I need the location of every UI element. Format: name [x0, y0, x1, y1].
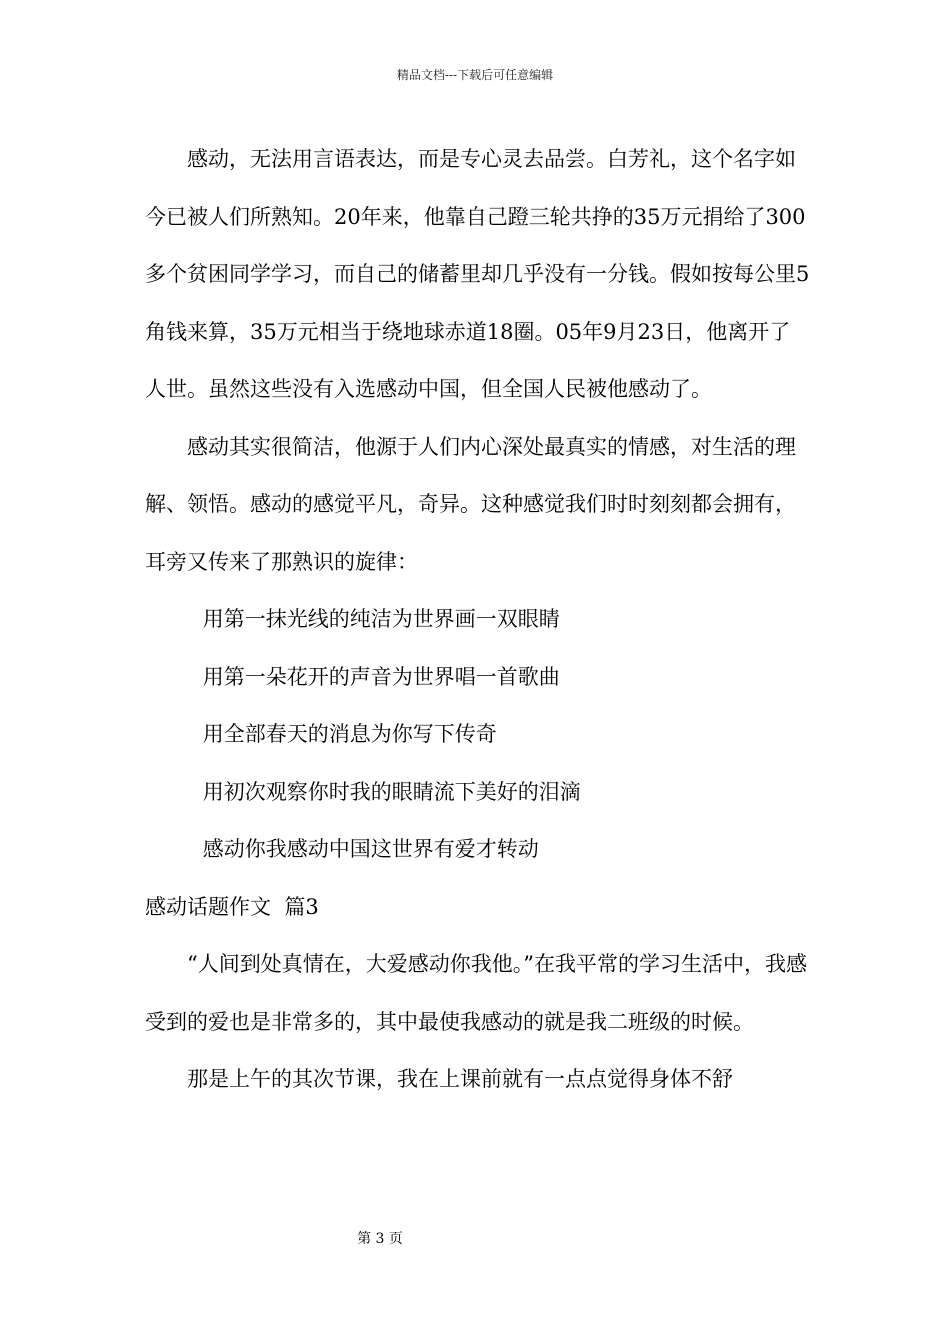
poem-line-5: 感动你我感动中国这世界有爱才转动 [202, 837, 539, 861]
poem-line-4: 用初次观察你时我的眼睛流下美好的泪滴 [202, 779, 581, 804]
paragraph-1: 感动，无法用言语表达，而是专心灵去品尝。白芳礼，这个名字如今已被人们所熟知。20年来，他靠自己蹬三轮共挣的35万元捐给了300多个贫困同学学习，而自己的储蓄里却几乎没有一分钱。假如按每公里5角钱来算，35万元相当于绕地球赤道18圈。05年9月23日，他离开了人世。虽然这些没有入选感动中国，但全国人民被他感动了。 [145, 147, 810, 401]
poem-line-2: 用第一朵花开的声音为世界唱一首歌曲 [202, 664, 560, 689]
paragraph-4: 那是上午的其次节课，我在上课前就有一点点觉得身体不舒 [187, 1067, 733, 1091]
page-number: 第 3 页 [357, 1231, 403, 1247]
paragraph-3: “人间到处真情在，大爱感动你我他。”在我平常的学习生活中，我感受到的爱也是非常多的，其中最使我感动的就是我二班级的时候。 [145, 952, 807, 1034]
paragraph-2: 感动其实很简洁，他源于人们内心深处最真实的情感，对生活的理解、领悟。感动的感觉平凡，奇异。这种感觉我们时时刻刻都会拥有，耳旁又传来了那熟识的旋律： [145, 434, 796, 574]
section-heading: 感动话题作文 篇3 [145, 894, 319, 919]
poem-line-3: 用全部春天的消息为你写下传奇 [202, 722, 497, 746]
document-body [145, 131, 810, 1109]
page-header: 精品文档---下载后可任意编辑 [396, 68, 554, 82]
poem-line-1: 用第一抹光线的纯洁为世界画一双眼睛 [202, 607, 560, 631]
